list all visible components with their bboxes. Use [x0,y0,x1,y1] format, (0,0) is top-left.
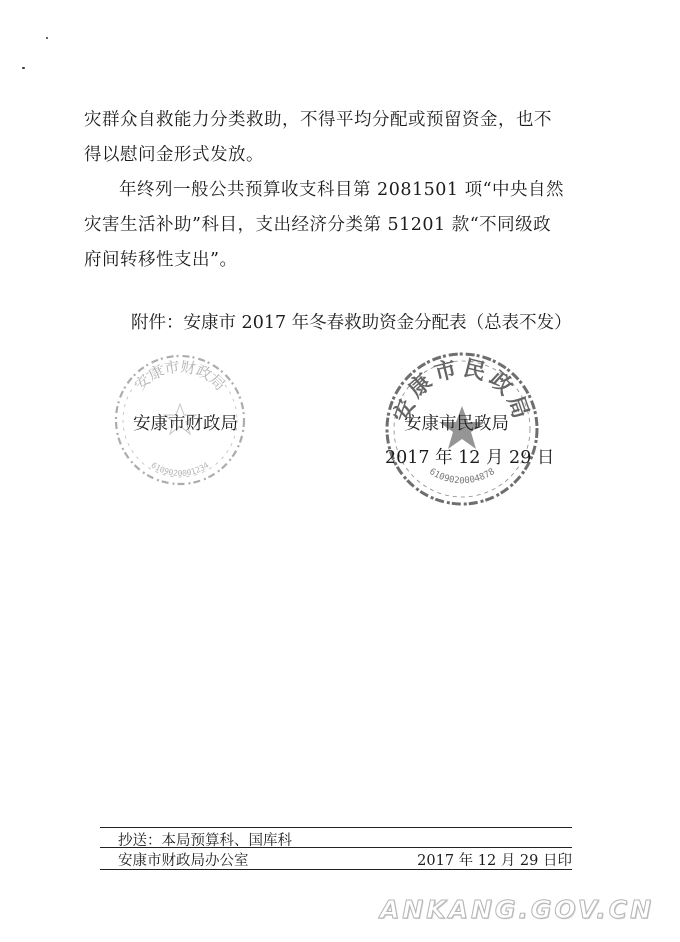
scan-speck [22,67,25,69]
footer-middle-rule [100,847,572,848]
body-line: 府间转移性支出”。 [84,250,238,270]
cc-line: 抄送：本局预算科、国库科 [118,833,292,849]
attachment-line: 附件：安康市 2017 年冬春救助资金分配表（总表不发） [131,313,572,333]
civil-seal-text: 安康市民政局 [388,355,536,426]
civil-seal-number: 6109020004878 [427,467,497,487]
footer-top-rule [100,827,572,828]
body-line: 灾害生活补助”科目，支出经济分类第 51201 款“不同级政 [84,215,552,235]
print-date: 2017 年 12 月 29 日印 [417,853,572,869]
issuing-office: 安康市财政局办公室 [118,853,249,869]
body-line: 得以慰问金形式发放。 [84,145,264,165]
civil-affairs-signature: 安康市民政局 [404,414,509,434]
finance-seal-text: 安康市财政局 [130,357,230,395]
footer-bottom-rule [100,869,572,870]
site-watermark: ANKANG.GOV.CN [379,895,654,924]
body-line: 灾群众自救能力分类救助，不得平均分配或预留资金，也不 [84,110,552,130]
signature-date: 2017 年 12 月 29 日 [385,448,555,468]
body-paragraph-2 [84,173,584,278]
finance-bureau-signature: 安康市财政局 [133,414,238,434]
body-paragraph-1 [84,103,584,173]
finance-seal-number: 6109020001234 [149,460,211,478]
body-line: 年终列一般公共预算收支科目第 2081501 项“中央自然 [119,180,565,200]
scan-speck [46,37,48,39]
